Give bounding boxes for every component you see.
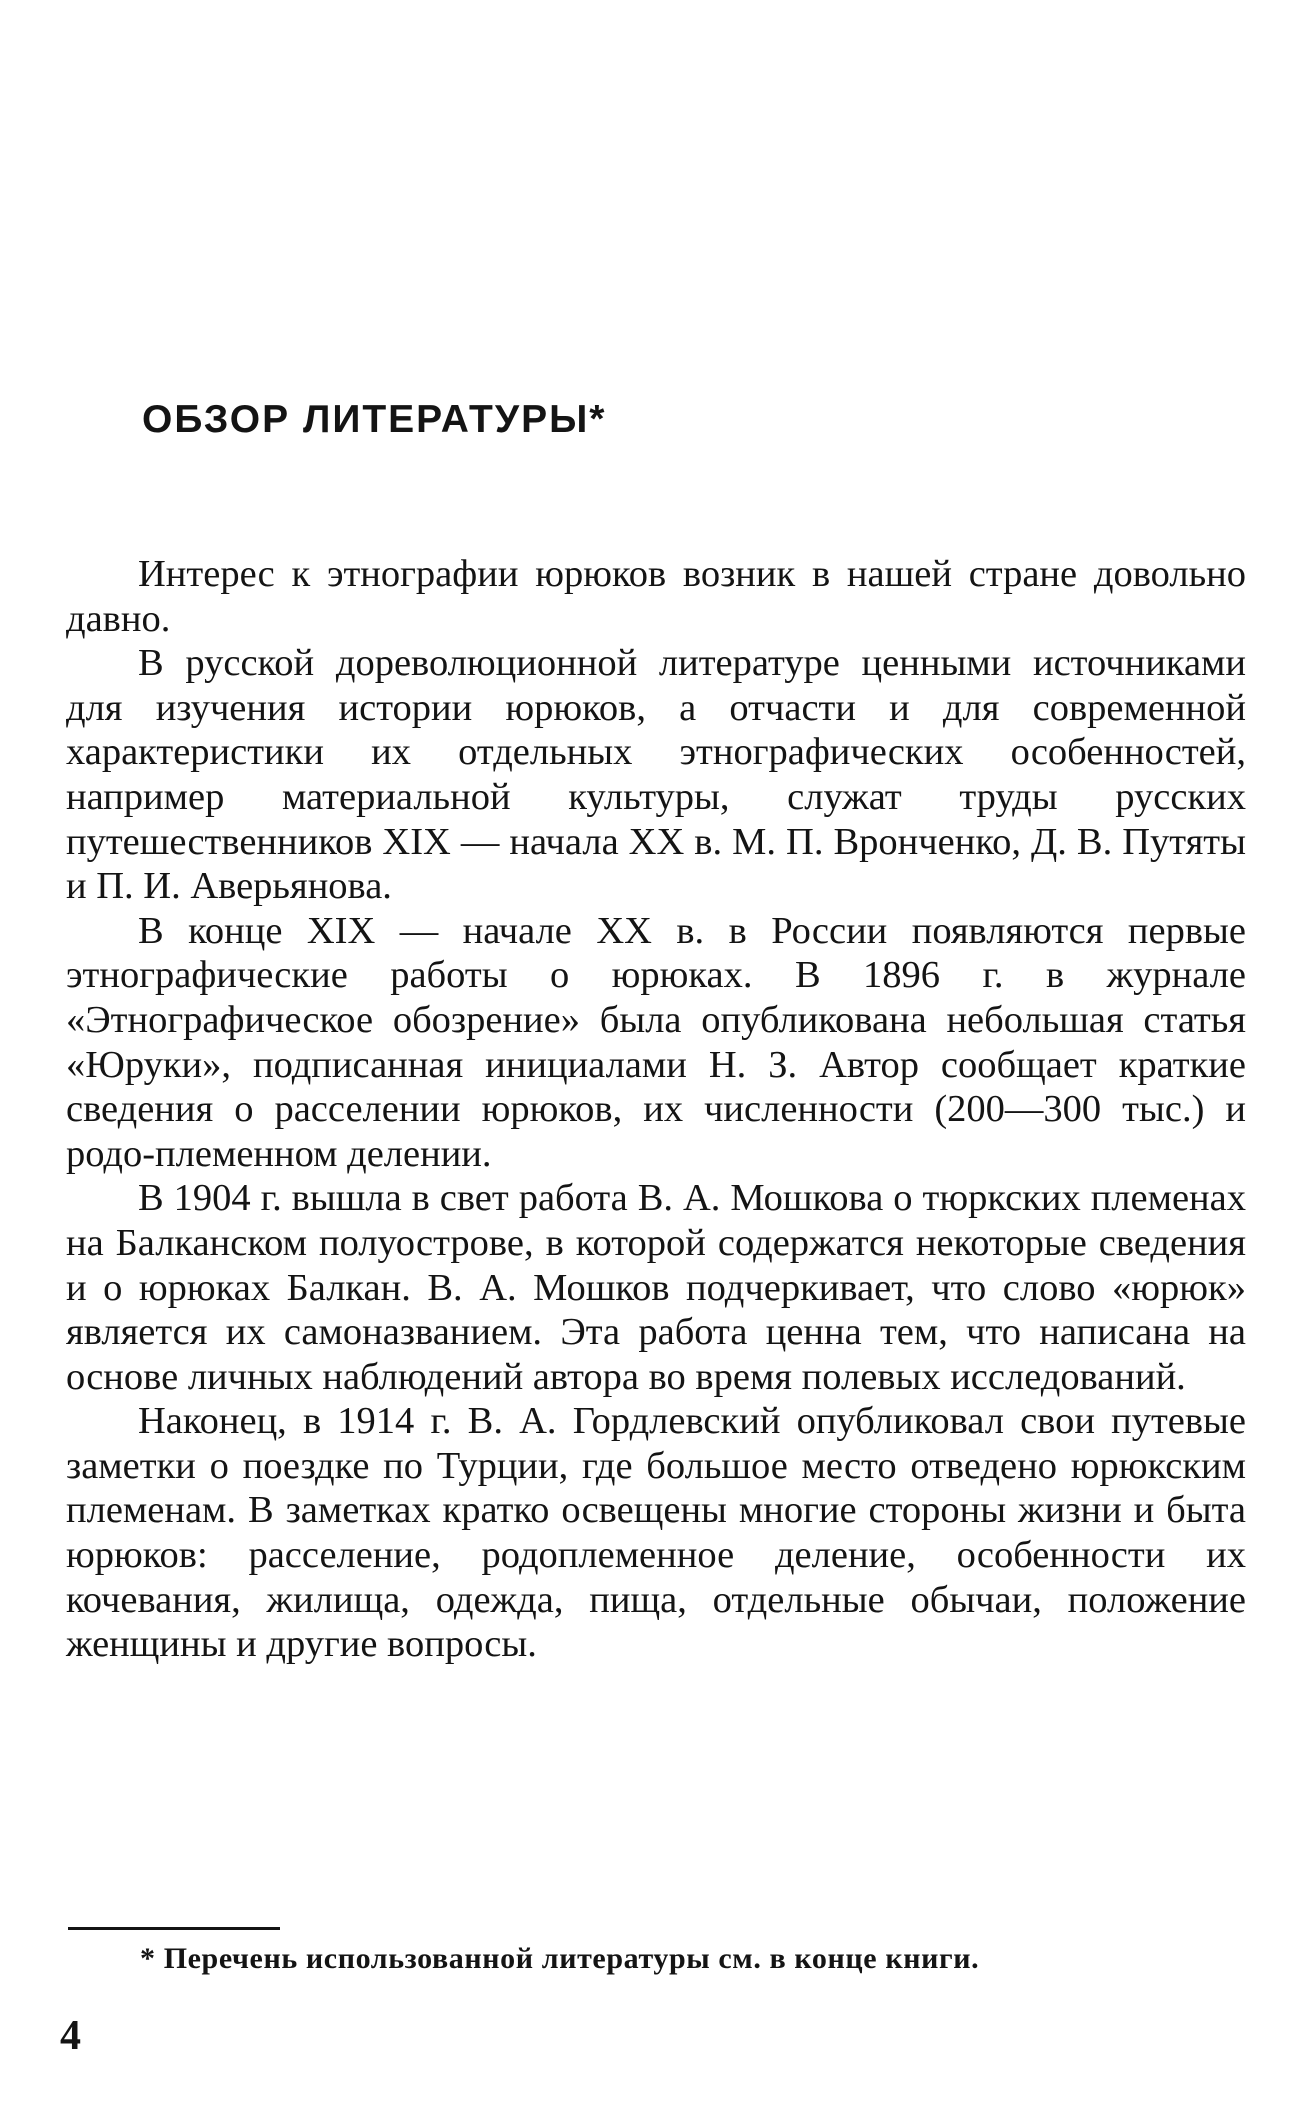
paragraph-1: Интерес к этнографии юрюков возник в нашей стране довольно давно. xyxy=(66,553,1246,640)
footnote: * Перечень использованной литературы см. в конце книги. xyxy=(140,1942,980,1975)
body-text xyxy=(66,552,1246,1667)
footnote-divider xyxy=(68,1927,280,1930)
page-number: 4 xyxy=(60,2013,81,2059)
paragraph-3: В конце XIX — начале XX в. в России появляются первые этнографические работы о юрюках. В 1896 г. в журнале «Этнографическое обозрение» была опубликована небольшая статья «Юруки», подписанная инициалами Н. З. Автор сообщает краткие сведения о расселении юрюков, их численности (200—300 тыс.) и родо-племенном делении. xyxy=(66,909,1246,1175)
paragraph-4: В 1904 г. вышла в свет работа В. А. Мошкова о тюркских племенах на Балканском полуострове, в которой содержатся некоторые сведения и о юрюках Балкан. В. А. Мошков подчеркивает, что слово «юрюк» является их самоназванием. Эта работа ценна тем, что написана на основе личных наблюдений автора во время полевых исследований. xyxy=(66,1177,1246,1398)
paragraph-2: В русской дореволюционной литературе ценными источниками для изучения истории юрюков, а отчасти и для современной характеристики их отдельных этнографических особенностей, например материальной культуры, служат труды русских путешественников XIX — начала XX в. М. П. Вронченко, Д. В. Путяты и П. И. Аверьянова. xyxy=(66,642,1246,908)
paragraph-5: Наконец, в 1914 г. В. А. Гордлевский опубликовал свои путевые заметки о поездке по Турции, где большое место отведено юрюкским племенам. В заметках кратко освещены многие стороны жизни и быта юрюков: расселение, родоплеменное деление, особенности их кочевания, жилища, одежда, пища, отдельные обычаи, положение женщины и другие вопросы. xyxy=(66,1400,1246,1666)
section-heading: ОБЗОР ЛИТЕРАТУРЫ* xyxy=(142,398,607,441)
